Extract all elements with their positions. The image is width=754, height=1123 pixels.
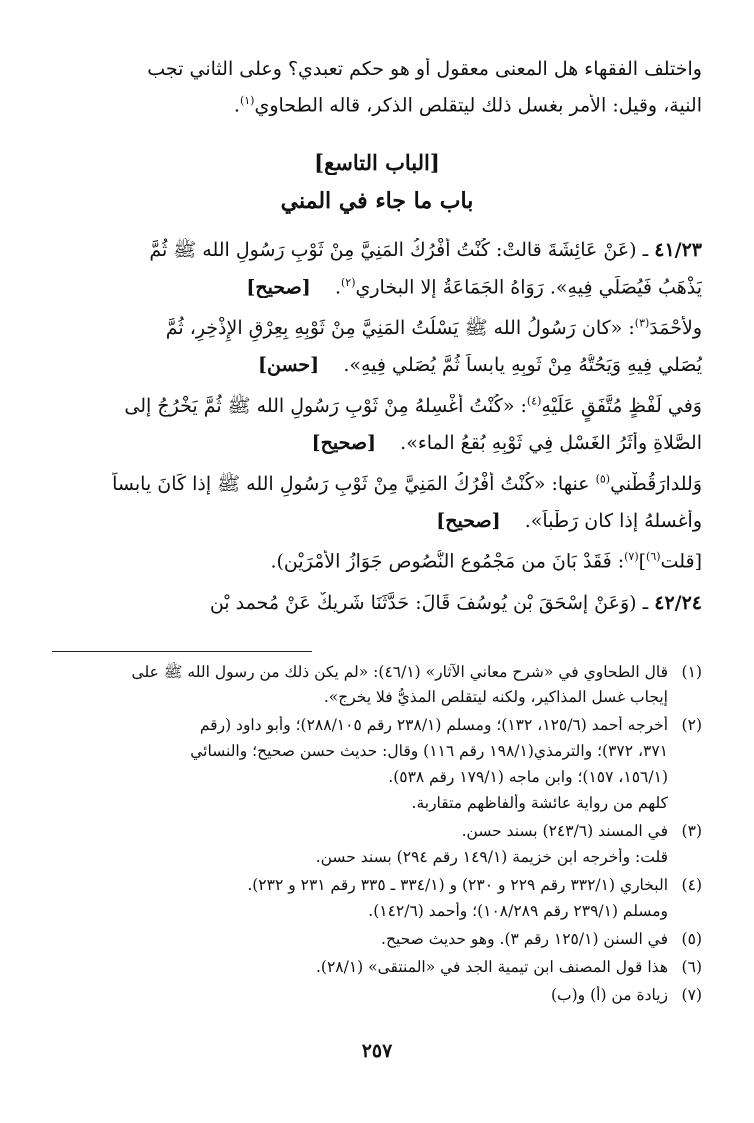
footnote-3-cont: قلت: وأخرجه ابن خزيمة (١٤٩/١ رقم ٢٩٤) بسند حسن.: [315, 848, 668, 866]
footnote-text: زيادة من (أ) و(ب): [551, 986, 668, 1004]
hadith-text: ـ (وَعَنْ إسْحَقَ بْنِ يُوسُفَ قَالَ: حَدَّثَنَا شَرِيكٌ عَنْ مُحمد بْنِ: [209, 592, 649, 614]
narration-lead: وَللدارَقُطْني: [610, 473, 702, 495]
narration-lead: وَفي لَفْظٍ مُتَّفَقٍ عَلَيْهِ: [541, 395, 702, 417]
intro-end: .: [233, 94, 240, 117]
section-title: باب ما جاء في المني: [280, 188, 474, 214]
footnote-number: (٥): [681, 930, 702, 948]
narration-text: عنها: «كُنْتُ أَفْرُكُ المَنِيَّ مِنْ ثَوْبِ رَسُولِ الله ﷺ إذا كَانَ يابساً: [112, 473, 596, 495]
footnote-text: البخاري (٣٣٢/١ رقم ٢٢٩ و ٢٣٠) و (٣٣٤/١ ـ ٣٣٥ رقم ٢٣١ و ٢٣٢).: [247, 876, 668, 894]
footnote-ref-4[interactable]: (٤): [526, 394, 542, 408]
page-number: ٢٥٧: [361, 1040, 393, 1062]
footnote-6: [52, 958, 702, 976]
footnote-number: (٣): [681, 822, 702, 840]
hadith-text: ـ (عَنْ عَائِشَةَ قالتْ: كُنْتُ أَفْرُكُ المَنِيَّ مِنْ ثَوْبِ رَسُولِ الله ﷺ ثُمَّ: [149, 239, 649, 261]
footnote-text: هذا قول المصنف ابن تيمية الجد في «المنتقى» (٢٨/١).: [315, 958, 668, 976]
punct: .: [334, 276, 341, 299]
footnote-5: [52, 930, 702, 948]
intro-text: النية، وقيل: الأمر بغسل ذلك ليتقلص الذكر، قاله الطحاوي: [254, 94, 702, 117]
intro-line-1: واختلف الفقهاء هل المعنى معقول أو هو حكم تعبدي؟ وعلى الثاني تجب: [147, 58, 702, 80]
hadith-number: ٤٢/٢٤: [654, 592, 702, 614]
footnote-number: (٦): [681, 958, 702, 976]
mutafaq-line-1: [52, 394, 702, 422]
footnote-number: (٤): [681, 876, 702, 894]
grade-badge: [حسن]: [258, 354, 320, 376]
footnote-4-cont: ومسلم (٢٣٩/١ رقم ١٠٨/٢٨٩)؛ وأحمد (١٤٢/٦).: [368, 902, 668, 920]
grade-badge: [صحيح]: [436, 510, 501, 532]
ahmad-line-2: [52, 354, 702, 376]
hadith-41-line-1: [52, 238, 702, 266]
footnote-ref-6[interactable]: (٦): [646, 550, 661, 563]
narration-text: : «كان رَسُولُ الله ﷺ يَسْلُتُ المَنِيَّ مِنْ ثَوْبِهِ بِعِرْقِ الإِذْخِرِ، ثُمَّ: [165, 317, 635, 339]
footnote-1: [52, 662, 702, 685]
footnote-2-cont-2: (١٥٦/١، ١٥٧)؛ وابن ماجه (١٧٩/١ رقم ٥٣٨).: [388, 768, 668, 786]
hadith-text: يَذْهَبُ فَيُصَلِّي فِيهِ». رَوَاهُ الجَمَاعَةُ إلا البخاري: [355, 276, 702, 299]
intro-line-2: [52, 94, 702, 116]
narration-lead: ولأحْمَدَ: [649, 317, 702, 339]
footnote-ref-1[interactable]: (١): [239, 94, 255, 107]
narration-text: وأغسلهُ إذا كان رَطْباً».: [524, 510, 702, 532]
footnote-2: [52, 716, 702, 734]
hadith-42-line-1: [52, 592, 702, 614]
footnote-2-cont-3: كلهم من رواية عائشة وألفاظهم متقاربة.: [411, 794, 668, 812]
narration-text: يُصَلي فِيهِ وَيَحُتُّهُ مِنْ ثَوبِهِ يابساً ثُمَّ يُصَلي فِيهِ».: [343, 354, 702, 376]
qult-line: [52, 550, 702, 572]
narration-text: الصَّلاةِ وأَثَرُ الغَسْلِ فِي ثَوْبِهِ بُقعُ الماء».: [400, 432, 702, 454]
qult-bracket: ]: [638, 550, 647, 573]
footnote-ref-5[interactable]: (٥): [595, 472, 611, 486]
narration-text: : «كُنْتُ أَغْسِلهُ مِنْ ثَوْبِ رَسُولِ الله ﷺ ثُمَّ يَخْرُجُ إلى: [124, 395, 527, 417]
footnote-ref-7[interactable]: (٧): [624, 550, 639, 563]
hadith-41-line-2: [52, 276, 702, 298]
qult-open: [قلت: [660, 550, 702, 573]
chapter-heading: [الباب التاسع]: [314, 150, 440, 175]
footnote-1-cont: إيجاب غسل المذاكير، ولكنه ليتقلص المذيُّ فلا يخرج».: [323, 688, 668, 706]
grade-badge: [صحيح]: [311, 432, 376, 454]
qult-text: : فَقَدْ بَانَ من مَجْمُوعِ النُّصُوصِ جَوَازُ الأَمْرَيْنِ).: [270, 550, 625, 573]
daraqutni-line-1: [52, 472, 702, 500]
grade-badge: [صحيح]: [246, 276, 311, 299]
hadith-number: ٤١/٢٣: [654, 239, 702, 261]
footnote-4: [52, 876, 702, 894]
footnote-7: [52, 986, 702, 1004]
footnote-ref-2[interactable]: (٢): [340, 276, 356, 289]
daraqutni-line-2: [52, 510, 702, 532]
footnote-text: في المسند (٢٤٣/٦) بسند حسن.: [461, 822, 668, 840]
mutafaq-line-2: [52, 432, 702, 454]
footnote-ref-3[interactable]: (٣): [634, 316, 650, 330]
footnote-3: [52, 822, 702, 840]
footnote-text: قال الطحاوي في «شرح معاني الآثار» (٤٦/١): «لم يكن ذلك من رسول الله ﷺ على: [131, 663, 668, 681]
footnote-separator: [52, 651, 312, 652]
footnote-2-cont-1: ٣٧١، ٣٧٢)؛ والترمذي(١٩٨/١ رقم ١١٦) وقال: حديث حسن صحيح؛ والنسائي: [190, 742, 668, 760]
footnote-number: (١): [681, 663, 702, 681]
ahmad-line-1: [52, 316, 702, 344]
footnote-text: في السنن (١٢٥/١ رقم ٣). وهو حديث صحيح.: [381, 930, 668, 948]
footnote-number: (٧): [681, 986, 702, 1004]
footnote-text: أخرجه أحمد (١٢٥/٦، ١٣٢)؛ ومسلم (٢٣٨/١ رقم ٢٨٨/١٠٥)؛ وأبو داود (رقم: [199, 716, 668, 734]
footnote-number: (٢): [681, 716, 702, 734]
